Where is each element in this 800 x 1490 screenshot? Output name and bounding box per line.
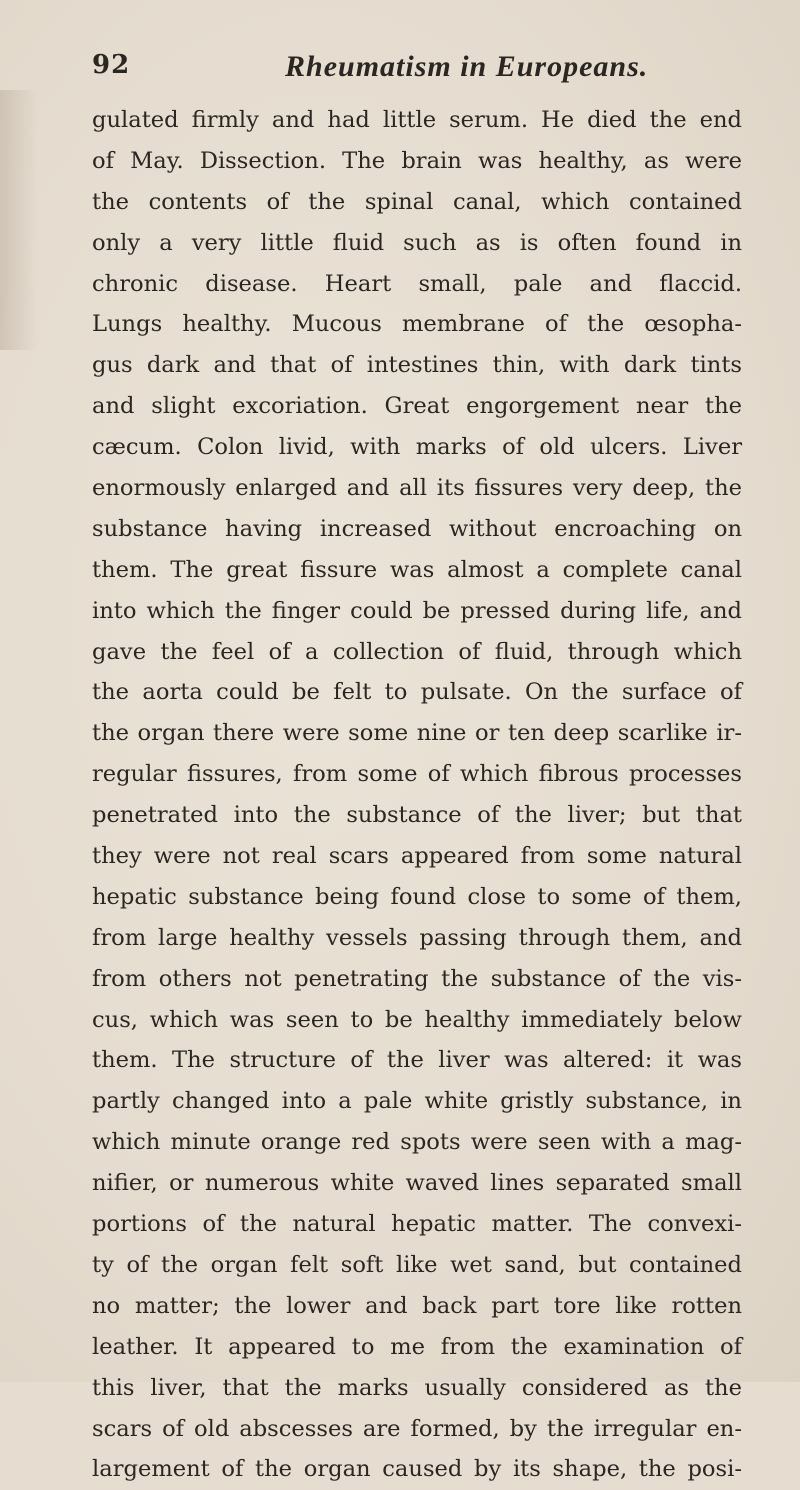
- text-line: portions of the natural hepatic matter. The convexi-: [92, 1211, 742, 1238]
- text-line: ty of the organ felt soft like wet sand, but contained: [92, 1251, 742, 1278]
- text-line: enormously enlarged and all its fissures very deep, the: [92, 475, 742, 502]
- text-line: this liver, that the marks usually considered as the: [92, 1374, 742, 1401]
- text-line: them. The great fissure was almost a complete canal: [92, 556, 742, 583]
- text-line: the organ there were some nine or ten deep scarlike ir-: [92, 720, 742, 747]
- text-line: Lungs healthy. Mucous membrane of the œsopha-: [92, 311, 742, 338]
- text-line: they were not real scars appeared from some natural: [92, 843, 742, 870]
- text-line: partly changed into a pale white gristly substance, in: [92, 1088, 742, 1115]
- page-edge-stain: [0, 90, 38, 350]
- text-line: the aorta could be felt to pulsate. On the surface of: [92, 679, 742, 706]
- text-line: substance having increased without encroaching on: [92, 515, 742, 542]
- text-line: penetrated into the substance of the liver; but that: [92, 802, 742, 829]
- text-line: from others not penetrating the substance of the vis-: [92, 965, 742, 992]
- text-line: only a very little fluid such as is often found in: [92, 229, 742, 256]
- text-line: largement of the organ caused by its shape, the posi-: [92, 1456, 742, 1483]
- text-line: from large healthy vessels passing through them, and: [92, 924, 742, 951]
- running-title: Rheumatism in Europeans.: [285, 50, 649, 83]
- text-line: gus dark and that of intestines thin, with dark tints: [92, 352, 742, 379]
- text-line: hepatic substance being found close to some of them,: [92, 883, 742, 910]
- text-line: cæcum. Colon livid, with marks of old ulcers. Liver: [92, 434, 742, 461]
- text-line: which minute orange red spots were seen with a mag-: [92, 1129, 742, 1156]
- text-line: cus, which was seen to be healthy immediately below: [92, 1006, 742, 1033]
- text-line: chronic disease. Heart small, pale and flaccid.: [92, 270, 742, 297]
- text-line: gave the feel of a collection of fluid, through which: [92, 638, 742, 665]
- text-line: regular fissures, from some of which fibrous processes: [92, 761, 742, 788]
- running-header: [92, 50, 742, 90]
- text-line: of May. Dissection. The brain was healthy, as were: [92, 147, 742, 174]
- text-line: leather. It appeared to me from the examination of: [92, 1333, 742, 1360]
- text-line: and slight excoriation. Great engorgement near the: [92, 393, 742, 420]
- text-line: scars of old abscesses are formed, by the irregular en-: [92, 1415, 742, 1442]
- body-text: [92, 100, 742, 1490]
- page-number: 92: [92, 50, 131, 80]
- text-line: nifier, or numerous white waved lines separated small: [92, 1170, 742, 1197]
- text-line: the contents of the spinal canal, which contained: [92, 188, 742, 215]
- text-line: into which the finger could be pressed during life, and: [92, 597, 742, 624]
- text-line: gulated firmly and had little serum. He died the end: [92, 107, 742, 133]
- text-line: them. The structure of the liver was altered: it was: [92, 1047, 742, 1074]
- text-line: no matter; the lower and back part tore like rotten: [92, 1292, 742, 1319]
